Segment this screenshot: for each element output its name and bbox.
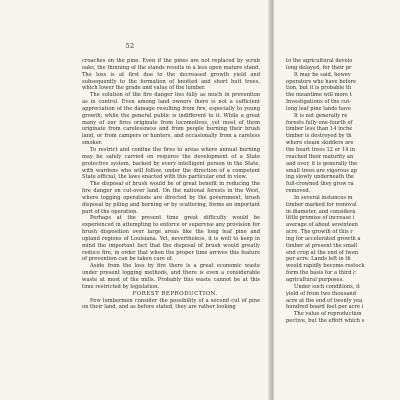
text-line: per acre. Lands left in th [286, 256, 351, 263]
text-line: end crop at the end of twen [286, 249, 359, 256]
paragraph: The disposal of brush would be of great benefit in reducing the fire danger on cut-over land. On the national forests in the West, where logging operations are directed by the government, brush disposal by piling and burning or by scattering, forms an important part of the operation. [82, 181, 260, 215]
right-page-text [286, 58, 400, 325]
text-line: timber at present the small [286, 242, 358, 249]
text-line: Investigations of the cut- [286, 99, 352, 106]
paragraph: Few lumbermen consider the possibility of a second cut of pine on their land, and as before stated, they are rather looking [82, 297, 260, 311]
text-line: acre at the end of twenty yea [286, 297, 363, 304]
right-page [274, 0, 400, 400]
text-line: reached their maturity an [286, 153, 354, 160]
page-number: 52 [125, 42, 135, 50]
text-line: little promise of increase i [286, 215, 355, 222]
text-line: agricultural purposes. [286, 277, 344, 283]
paragraph: To restrict and confine the fires to areas where annual burning may be safely carried on requires the development of a State protective system, backed by every intelligent person in the State, with wardens who will follow, under the direction of a competent State official, the laws enacted with this particular end in view. [82, 146, 260, 181]
text-line: Under such conditions, it [294, 283, 360, 290]
text-line: where steam skidders are [286, 140, 354, 147]
text-line: operators who have before [286, 78, 357, 85]
paragraph: croaches on the pine. Even if the pines are not replaced by scrub oaks, the thinning of the stands results in a less open mature stand. The loss is at first due to the decreased growth yield and subsequently to the formation of knotted and short butt trees, which lower the grade and value of the lumber. [82, 58, 260, 92]
text-line: hundred board feet per acre i [286, 304, 364, 311]
text-line: small trees are vigorous ap [286, 167, 358, 174]
text-line: pective, but the effort which s [286, 318, 365, 325]
text-line: timber marked for removal [286, 201, 357, 208]
text-line: to the agricultural develo [286, 58, 353, 64]
text-line: removed. [286, 188, 311, 195]
text-line: timber less than 14 inche [286, 126, 353, 133]
text-line: long delayed, for their pr [286, 64, 352, 71]
text-line: In several instances m [294, 194, 353, 201]
text-line: full-crowned they grow ra [286, 181, 354, 188]
text-line: average of about seventeen [286, 222, 358, 229]
text-line: would rapidly become restock [286, 263, 365, 270]
text-line: in diameter, and considera [286, 208, 356, 215]
text-line: the meantime will more t [286, 92, 352, 99]
text-line: It may be said, howev [294, 71, 351, 78]
text-line: forests fully one-fourth of [286, 119, 353, 126]
text-line: the heart trees 12 or 14 in [286, 146, 355, 153]
text-line: yield of from two thousand [286, 290, 357, 297]
paragraph: Aside from the loss by fire there is a great economic waste under present logging methods, and there is even a considerable waste at most of the mills. Probably this waste cannot be at this time restricted by legislation. [82, 263, 260, 290]
paragraph: The solution of the fire danger lies fully as much in prevention as in control. Even among land owners there is not a sufficient appreciation of the damage resulting from fire, especially to young growth; while the general public is indifferent to it. While a great many of our fires originate from locomotives, yet most of them originate from carelessness and from people burning their brush land, or from campers or hunters, and occasionally from a careless smoker. [82, 92, 260, 147]
text-line: and over, it is generally the [286, 160, 358, 167]
paragraph: Perhaps at the present time great difficulty would be experienced in attempting to enforce or supervise any provision for brush disposition over large areas like the long leaf pine and upland regions of Louisiana. Yet, nevertheless, it is well to keep in mind the important fact that the disposal of brush would greatly reduce fire, in order that when the proper time arrives this feature of prevention can be taken care of. [82, 215, 260, 263]
text-line: acre. The growth of this r [286, 229, 353, 236]
text-line: long leaf pine lands have [286, 105, 352, 112]
text-line: ing slowly underneath the [286, 174, 355, 181]
section-heading: FOREST REPRODUCTION. [132, 290, 218, 297]
text-line: form the basis for a third c [286, 270, 356, 277]
text-line: ing for accelerated growth a [286, 235, 361, 242]
text-line: The value of reproduction [294, 311, 362, 318]
left-page-text [82, 58, 260, 311]
text-line: It is not generally re [294, 112, 348, 119]
text-line: tion, but it is probable th [286, 85, 352, 92]
text-line: timber is destroyed by th [286, 133, 352, 140]
